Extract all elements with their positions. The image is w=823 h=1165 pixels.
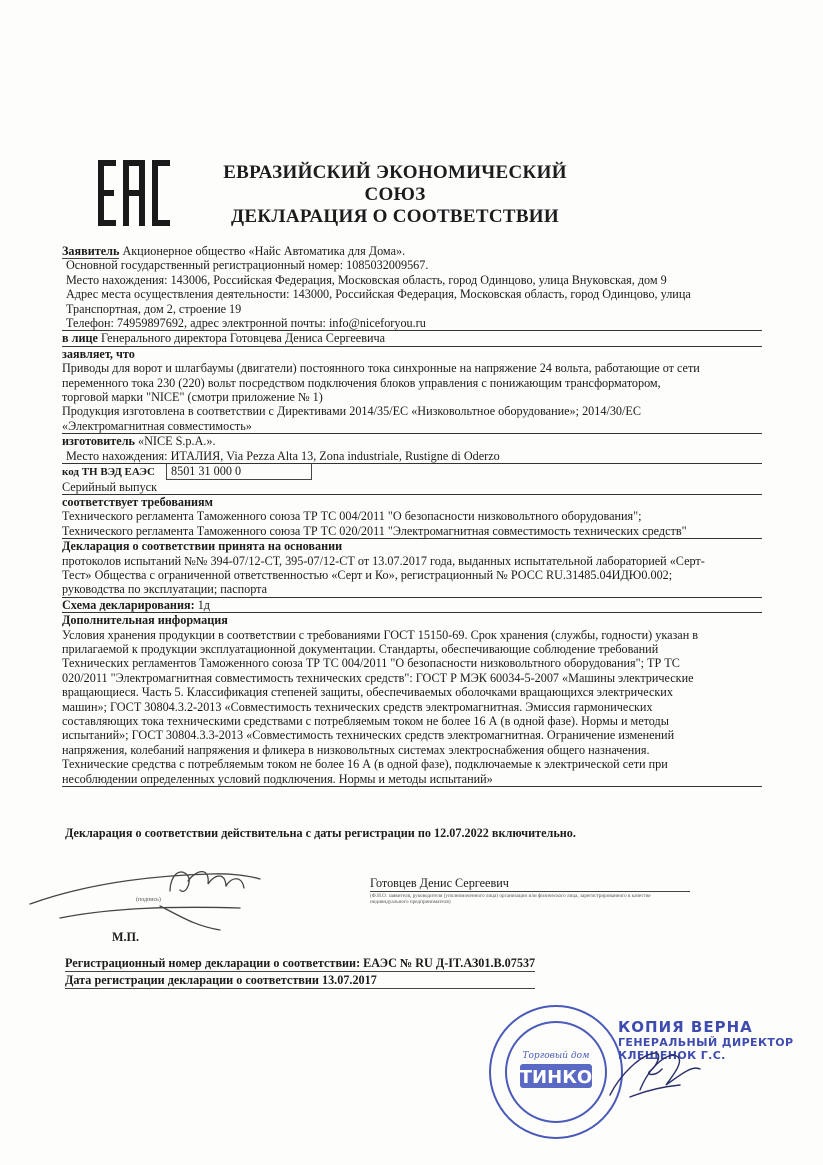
representative-label: в лице — [62, 331, 98, 346]
director-signature-icon — [600, 1035, 710, 1105]
scheme-label: Схема декларирования: — [62, 597, 195, 612]
applicant-location: Место нахождения: 143006, Российская Федерация, Московская область, город Одинцово, улица Внуковская, дом 9 — [66, 272, 667, 287]
document-header — [180, 162, 610, 228]
validity-statement: Декларация о соответствии действительна с даты регистрации по 12.07.2022 включительно. — [65, 826, 576, 840]
basis-line-2: Тест» Общества с ограниченной ответственностью «Серт и Ко», регистрационный № РОСС RU.31485.04ИДЮ0.002; — [62, 567, 673, 582]
additional-info-line: прилагаемой к продукции эксплуатационной документации. Стандарты, обеспечивающие соблюдение требований — [62, 641, 659, 656]
applicant-activity-address-2: Транспортная, дом 2, строение 19 — [66, 301, 242, 316]
registration-date: Дата регистрации декларации о соответствии 13.07.2017 — [65, 972, 535, 989]
representative-text: Генерального директора Готовцева Дениса Сергеевича — [97, 331, 386, 346]
declaration-body — [62, 244, 762, 787]
tnved-row — [62, 464, 762, 479]
signatory-caption: (Ф.И.О. заявителя, руководителя (уполномоченного лица) организации или физического лица, зарегистрированного в качестве индивидуального предпринимателя) — [370, 893, 651, 905]
serial-release: Серийный выпуск — [62, 480, 762, 495]
additional-info-label: Дополнительная информация — [62, 613, 228, 628]
manufacturer-label: изготовитель — [62, 434, 135, 449]
seal-place-label: М.П. — [112, 930, 140, 944]
applicant-name: Акционерное общество «Найс Автоматика для Дома». — [119, 244, 406, 258]
declares-label: заявляет, что — [62, 346, 135, 361]
additional-info-text — [62, 628, 762, 787]
additional-info-line: Условия хранения продукции в соответствии с требованиями ГОСТ 15150-69. Срок хранения (службы, годности) указан в — [62, 627, 699, 642]
stamp-director-line: ГЕНЕРАЛЬНЫЙ ДИРЕКТОР — [618, 1036, 794, 1049]
additional-info-line: 020/2011 "Электромагнитная совместимость технических средств": ГОСТ Р МЭК 60034-5-2007 «Машины электрические — [62, 670, 694, 685]
header-union-line2: СОЮЗ — [364, 184, 426, 205]
signatory-name: Готовцев Денис Сергеевич — [370, 876, 690, 892]
additional-info-line: машин»; ГОСТ 30804.3.2-2013 «Совместимость технических средств электромагнитная. Эмиссия гармонических — [62, 699, 653, 714]
additional-info-line: составляющих тока техническими средствами с потребляемым током не более 16 А (в одной фазе). Нормы и методы — [62, 714, 669, 728]
scheme-value: 1д — [194, 597, 210, 612]
basis-line-3: руководства по эксплуатации; паспорта — [62, 582, 762, 597]
product-directives-1: Продукция изготовлена в соответствии с Директивами 2014/35/EC «Низковольтное оборудование»; 2014/30/EC — [62, 404, 641, 419]
signature-icon — [20, 846, 340, 936]
seal-brand: ТИНКО — [519, 1067, 593, 1088]
applicant-phone: Телефон: 74959897692, адрес электронной почты: info@niceforyou.ru — [62, 316, 762, 331]
header-title: ДЕКЛАРАЦИЯ О СООТВЕТСТВИИ — [231, 206, 559, 227]
applicant-label: Заявитель — [62, 244, 120, 258]
additional-info-line: несоблюдении определенных условий подключения. Нормы и методы испытаний» — [62, 772, 762, 787]
compliance-regulation-1: Технического регламента Таможенного союза ТР ТС 004/2011 "О безопасности низковольтного оборудования"; — [62, 509, 642, 524]
eac-mark-icon — [96, 158, 172, 228]
basis-label: Декларация о соответствии принята на основании — [62, 539, 343, 554]
additional-info-line: Технические средства с потребляемым током не более 16 А (в одной фазе), подключаемые к электрической сети при — [62, 757, 668, 772]
basis-line-1: протоколов испытаний №№ 394-07/12-СТ, 395-07/12-СТ от 13.07.2017 года, выданных испытательной лабораторией «Серт- — [62, 553, 705, 568]
product-description-2: переменного тока 230 (220) вольт посредством подключения блоков управления с понижающим трансформатором, — [62, 375, 661, 390]
seal-subtitle: Торговый дом — [522, 1051, 590, 1061]
stamp-copy-line: КОПИЯ ВЕРНА — [618, 1018, 753, 1036]
product-description-3: торговой марки "NICE" (смотри приложение № 1) — [62, 390, 323, 405]
registration-number: Регистрационный номер декларации о соответствии: ЕАЭС № RU Д-IT.АЗ01.В.07537 — [65, 956, 536, 970]
product-directives-2: «Электромагнитная совместимость» — [62, 419, 762, 434]
compliance-label: соответствует требованиям — [62, 494, 213, 509]
product-description-1: Приводы для ворот и шлагбаумы (двигатели) постоянного тока синхронные на напряжение 24 вольта, работающие от сети — [62, 361, 700, 376]
additional-info-line: испытаний»; ГОСТ 30804.3.3-2013 «Совместимость технических средств электромагнитная. Ограничение изменений — [62, 728, 675, 743]
applicant-activity-address-1: Адрес места осуществления деятельности: 143000, Российская Федерация, Московская область, город Одинцово, улица — [66, 287, 691, 302]
signature-caption-label: (подпись) — [136, 897, 161, 903]
compliance-regulation-2: Технического регламента Таможенного союза ТР ТС 020/2011 "Электромагнитная совместимость технических средств" — [62, 524, 762, 539]
tnved-value: 8501 31 000 0 — [166, 464, 312, 479]
stamp-name-line: КЛЕЩЕНОК Г.С. — [618, 1049, 726, 1062]
header-union-line1: ЕВРАЗИЙСКИЙ ЭКОНОМИЧЕСКИЙ — [223, 162, 567, 183]
registration-block — [65, 955, 535, 989]
manufacturer-name: «NICE S.p.A.». — [134, 434, 216, 449]
manufacturer-location: Место нахождения: ИТАЛИЯ, Via Pezza Alta 13, Zona industriale, Rustigne di Oderzo — [62, 449, 762, 464]
additional-info-line: Технических регламентов Таможенного союза ТР ТС 004/2011 "О безопасности низковольтного оборудования"; ТР ТС — [62, 656, 680, 671]
tnved-label: код ТН ВЭД ЕАЭС — [62, 466, 155, 479]
additional-info-line: вращающиеся. Часть 5. Классификация степеней защиты, обеспечиваемых оболочками вращающихся электрических — [62, 685, 673, 700]
additional-info-line: напряжения, колебаний напряжения и фликера в низковольтных системах электроснабжения общего назначения. — [62, 742, 650, 757]
applicant-ogrn: Основной государственный регистрационный номер: 1085032009567. — [66, 258, 429, 273]
